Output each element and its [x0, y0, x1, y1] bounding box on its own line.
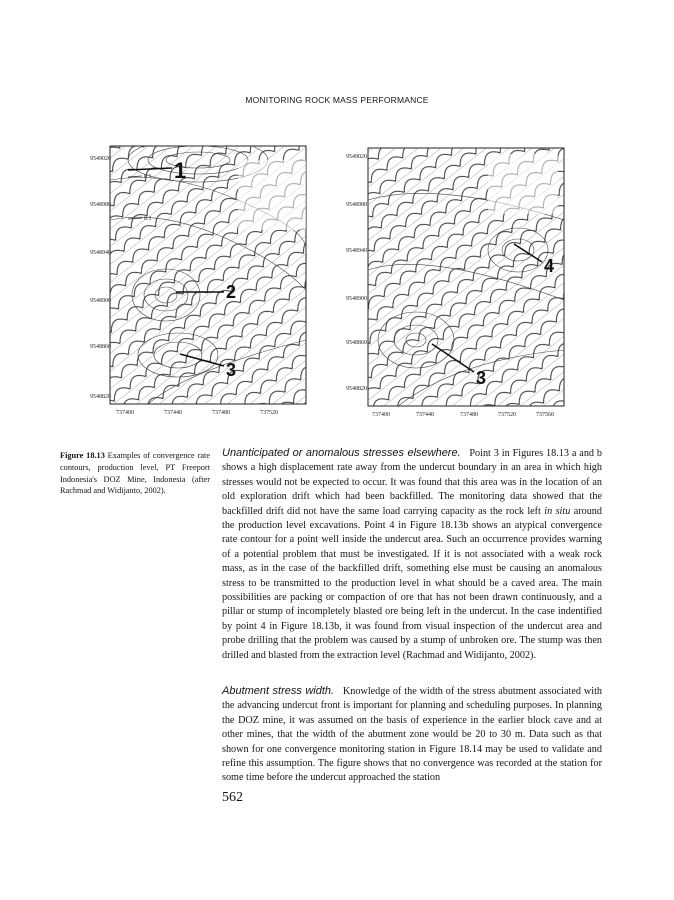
y-label: 9548820	[346, 386, 367, 392]
paragraph-text: Knowledge of the width of the stress abutment associated with the advancing undercut front is important for planning and scheduling purposes. In planning the DOZ mine, it was assumed on the basis of experience in the earlier block cave and at other mines, that the width of the abutment zone would be 20 to 30 m. Data such as that shown for one convergence monitoring station in Figure 18.14 may be used to validate and refine this assumption. The figure shows that no convergence was recorded at the station for some time before the undercut approached the station	[222, 686, 602, 784]
page-number: 562	[222, 790, 243, 805]
point-label-2: 2	[226, 282, 237, 302]
x-axis-labels	[116, 410, 278, 416]
y-label: 9548980	[90, 202, 111, 208]
y-label: 9549020	[90, 156, 111, 162]
figure-18-13b	[338, 140, 572, 420]
x-label: 737480	[212, 410, 230, 416]
paragraph-text: around the production level excavations. Point 4 in Figure 18.13b shows an atypical convergence rate contour for a point well inside the undercut area. Such an occurrence provides warning of a potential problem that must be investigated. If it is not associated with a weak rock mass, as in the case of the backfilled drift, something else must be causing an anomalous stress to be transmitted to the production level in what should be a caved area. The main possibilities are packing or compaction of ore that has not been drawn continuously, and a pillar or stump of incompletely blasted ore being left in the undercut. In the case indentified by point 4 in Figure 18.13b, it was found from visual inspection of the undercut area and probe drilling that the problem was caused by a stump of unbroken ore. The stump was then drilled and blasted from the extraction level (Rachmad and Widijanto, 2002).	[222, 505, 602, 661]
y-axis-labels	[90, 156, 111, 400]
x-label: 737560	[536, 412, 554, 418]
x-label: 737520	[260, 410, 278, 416]
y-label: 9549020	[346, 154, 367, 160]
x-label: 737400	[372, 412, 390, 418]
caption-text: Examples of convergence rate contours, production level, PT Freeport Indonesia's DOZ Mine, Indonesia (after Rachmad and Widijanto, 2002).	[60, 451, 210, 496]
running-header: MONITORING ROCK MASS PERFORMANCE	[245, 95, 429, 105]
section-heading: Abutment stress width.	[222, 685, 335, 697]
figure-18-13a	[88, 140, 310, 418]
point-label-3: 3	[226, 360, 237, 380]
x-label: 737440	[164, 410, 182, 416]
section-heading: Unanticipated or anomalous stresses elsewhere.	[222, 447, 461, 459]
contour-label: 0.1	[144, 174, 152, 180]
x-label: 737520	[498, 412, 516, 418]
y-label: 9548980	[346, 202, 367, 208]
italic-term: in situ	[544, 505, 571, 517]
paragraph-abutment-stress	[222, 684, 602, 786]
figure-caption	[60, 450, 210, 497]
y-label: 9548820	[90, 394, 111, 400]
y-label: 9548940	[346, 248, 367, 254]
y-label: 9548940	[90, 250, 111, 256]
y-label: 9548900	[90, 298, 111, 304]
x-label: 737480	[460, 412, 478, 418]
contour-label: 0.1	[144, 216, 152, 222]
point-label-4: 4	[544, 256, 555, 276]
caption-label: Figure 18.13	[60, 451, 105, 460]
y-label: 9548900	[346, 296, 367, 302]
y-axis-labels	[346, 154, 367, 392]
y-label: 9548860	[346, 340, 367, 346]
point-label-3: 3	[476, 368, 487, 388]
paragraph-anomalous-stresses	[222, 446, 602, 663]
paragraph-text: Point 3 in Figures 18.13 a and b shows a high displacement rate away from the undercut boundary in an area in which high stresses would not be expected to occur. It was found that this area was in the location of an old exploration drift which had been backfilled. The monitoring data showed that the backfilled drift did not have the same load carrying capacity as the rock left	[222, 448, 602, 517]
point-label-1: 1	[174, 158, 187, 183]
x-label: 737440	[416, 412, 434, 418]
y-label: 9548860	[90, 344, 111, 350]
x-label: 737400	[116, 410, 134, 416]
x-axis-labels	[372, 412, 554, 418]
